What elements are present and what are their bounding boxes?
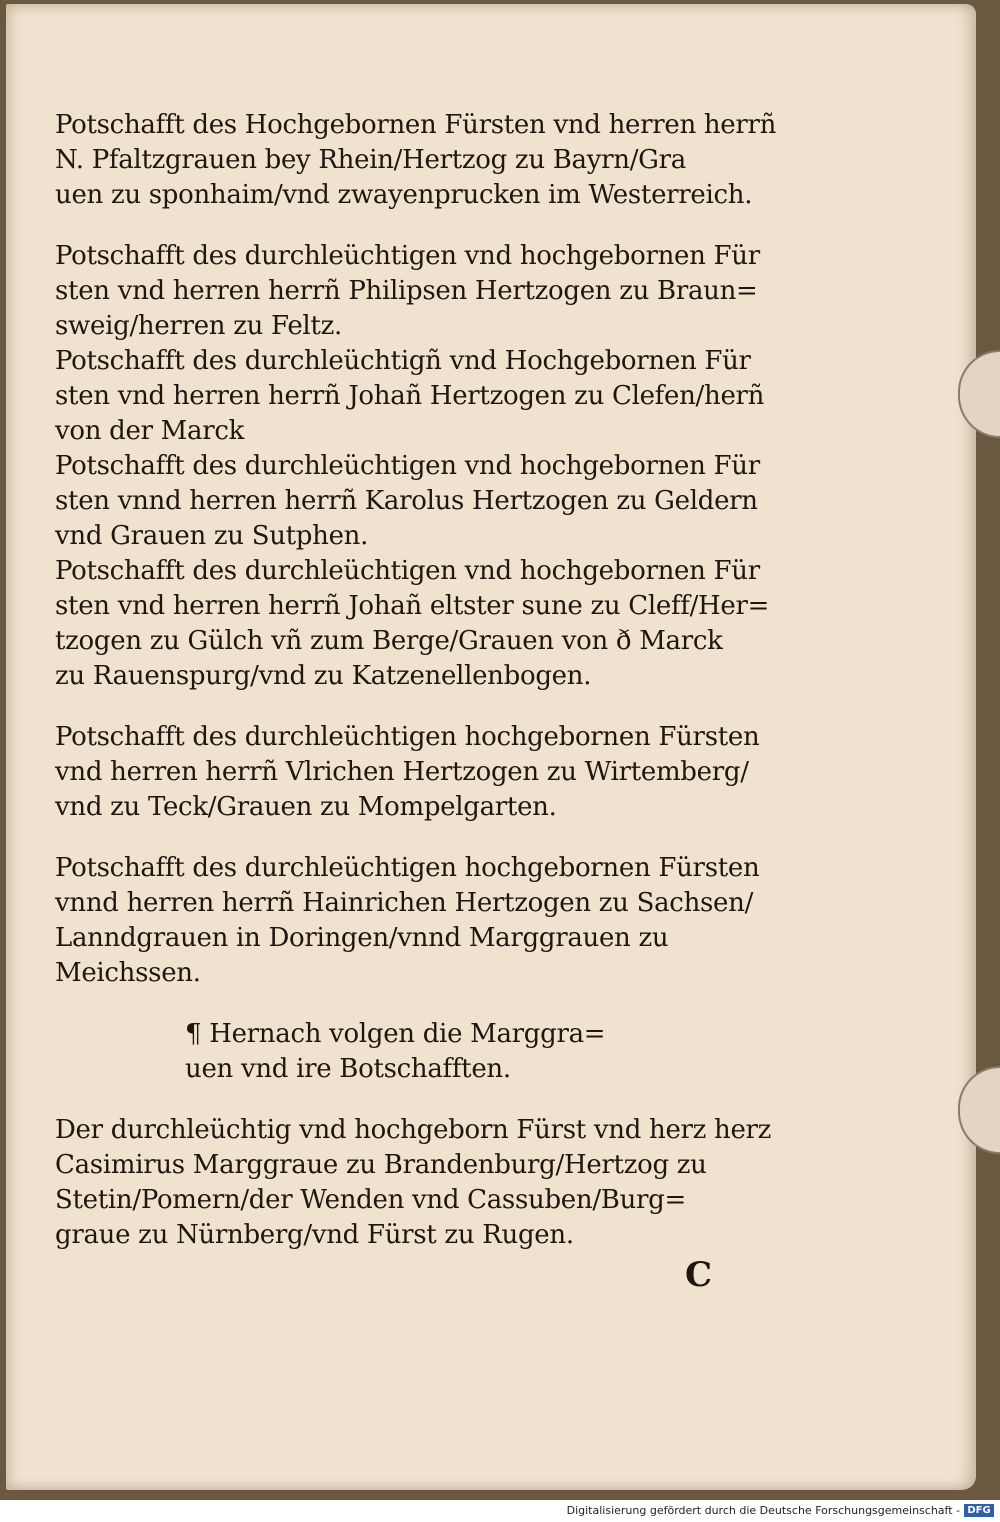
section-heading (55, 1017, 800, 1087)
text-line: Potschafft des durchleüchtigen hochgebornen Fürsten (55, 722, 760, 752)
text-line: uen zu sponhaim/vnd zwayenprucken im Westerreich. (55, 180, 753, 210)
text-line: sten vnnd herren herrñ Karolus Hertzogen zu Geldern (55, 486, 758, 516)
paragraph (55, 449, 800, 554)
text-line: vnd herren herrñ Vlrichen Hertzogen zu Wirtemberg/ (55, 757, 749, 787)
text-line: sten vnd herren herrñ Johañ Hertzogen zu Clefen/herñ (55, 381, 765, 411)
text-line: Potschafft des Hochgebornen Fürsten vnd herren herrñ (55, 110, 777, 140)
text-line: tzogen zu Gülch vñ zum Berge/Grauen von ð Marck (55, 626, 723, 656)
text-line: vnnd herren herrñ Hainrichen Hertzogen zu Sachsen/ (55, 888, 754, 918)
closing-line: Stetin/Pomern/der Wenden vnd Cassuben/Burg= (55, 1185, 686, 1215)
closing-paragraph (55, 1113, 800, 1253)
text-line: Potschafft des durchleüchtigen vnd hochgebornen Für (55, 556, 760, 586)
text-line: Potschafft des durchleüchtigen vnd hochgebornen Für (55, 241, 760, 271)
closing-line: graue zu Nürnberg/vnd Fürst zu Rugen. (55, 1220, 574, 1250)
text-line: vnd Grauen zu Sutphen. (55, 521, 369, 551)
text-line: Meichssen. (55, 958, 201, 988)
text-line: sten vnd herren herrñ Philipsen Hertzogen zu Braun= (55, 276, 758, 306)
text-line: Lanndgrauen in Doringen/vnnd Marggrauen zu (55, 923, 669, 953)
text-line: Potschafft des durchleüchtigen hochgebornen Fürsten (55, 853, 760, 883)
heading-line: uen vnd ire Botschafften. (185, 1054, 511, 1084)
closing-line: Der durchleüchtig vnd hochgeborn Fürst vnd herz herz (55, 1115, 772, 1145)
text-line: sten vnd herren herrñ Johañ eltster sune zu Cleff/Her= (55, 591, 770, 621)
paragraph (55, 239, 800, 344)
funding-credit: Digitalisierung gefördert durch die Deutsche Forschungsgemeinschaft - (566, 1504, 960, 1517)
document-body (55, 108, 800, 1253)
paragraph (55, 554, 800, 694)
page-tab-lower (958, 1066, 1000, 1154)
text-line: von der Marck (55, 416, 245, 446)
text-line: Potschafft des durchleüchtigen vnd hochgebornen Für (55, 451, 760, 481)
text-line: N. Pfaltzgrauen bey Rhein/Hertzog zu Bayrn/Gra (55, 145, 686, 175)
closing-line: Casimirus Marggraue zu Brandenburg/Hertzog zu (55, 1150, 707, 1180)
page-tab-upper (958, 350, 1000, 438)
text-line: vnd zu Teck/Grauen zu Mompelgarten. (55, 792, 557, 822)
dfg-logo: DFG (964, 1504, 994, 1517)
heading-line: ¶ Hernach volgen die Marggra= (185, 1019, 606, 1049)
catchword-signature: C (685, 1255, 713, 1295)
text-line: zu Rauenspurg/vnd zu Katzenellenbogen. (55, 661, 592, 691)
paragraph (55, 344, 800, 449)
paragraph (55, 108, 800, 213)
text-line: Potschafft des durchleüchtigñ vnd Hochgebornen Für (55, 346, 751, 376)
footer-bar (0, 1500, 1000, 1522)
text-line: sweig/herren zu Feltz. (55, 311, 342, 341)
paragraph (55, 720, 800, 825)
paragraph (55, 851, 800, 991)
